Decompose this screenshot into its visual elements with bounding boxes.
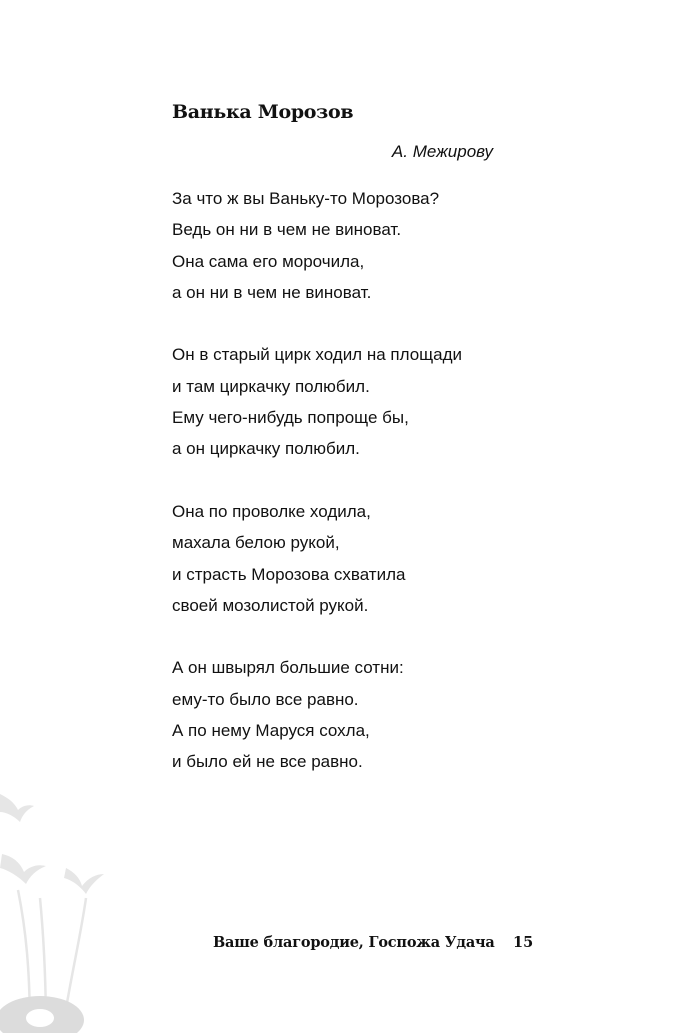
poem-dedication: А. Межирову: [391, 142, 493, 161]
stanza: [172, 339, 572, 464]
poem-line: Ведь он ни в чем не виноват.: [172, 220, 402, 240]
bird-icon: [0, 794, 34, 822]
poem-line: и было ей не все равно.: [172, 752, 363, 772]
birds-and-guitar-illustration-icon: [0, 780, 140, 1033]
poem-line: и там циркачку полюбил.: [172, 376, 370, 396]
poem-line: Она по проволке ходила,: [172, 501, 371, 521]
poem-line: А он швырял большие сотни:: [172, 658, 404, 678]
poem-line: Она сама его морочила,: [172, 251, 365, 271]
running-footer-book-title: Ваше благородие, Госпожа Удача: [213, 934, 495, 951]
stanza: [172, 652, 572, 777]
bird-icon: [64, 868, 104, 894]
poem-line: ему-то было все равно.: [172, 689, 359, 709]
poem-line: своей мозолистой рукой.: [172, 595, 369, 615]
poem-line: махала белою рукой,: [172, 533, 340, 553]
poem-body: [172, 183, 572, 809]
guitar-sound-hole: [26, 1009, 54, 1027]
poem-line: а он ни в чем не виноват.: [172, 282, 372, 302]
stanza: [172, 496, 572, 621]
poem-line: А по нему Маруся сохла,: [172, 721, 370, 741]
bird-icon: [0, 854, 46, 884]
poem-line: а он циркачку полюбил.: [172, 439, 360, 459]
poem-line: Он в старый цирк ходил на площади: [172, 345, 463, 365]
poem-line: Ему чего-нибудь попроще бы,: [172, 408, 409, 428]
stanza: [172, 183, 572, 308]
page-number: 15: [513, 934, 534, 951]
poem-title: Ванька Морозов: [172, 101, 354, 123]
poem-line: За что ж вы Ваньку-то Морозова?: [172, 189, 440, 208]
poem-line: и страсть Морозова схватила: [172, 564, 406, 584]
